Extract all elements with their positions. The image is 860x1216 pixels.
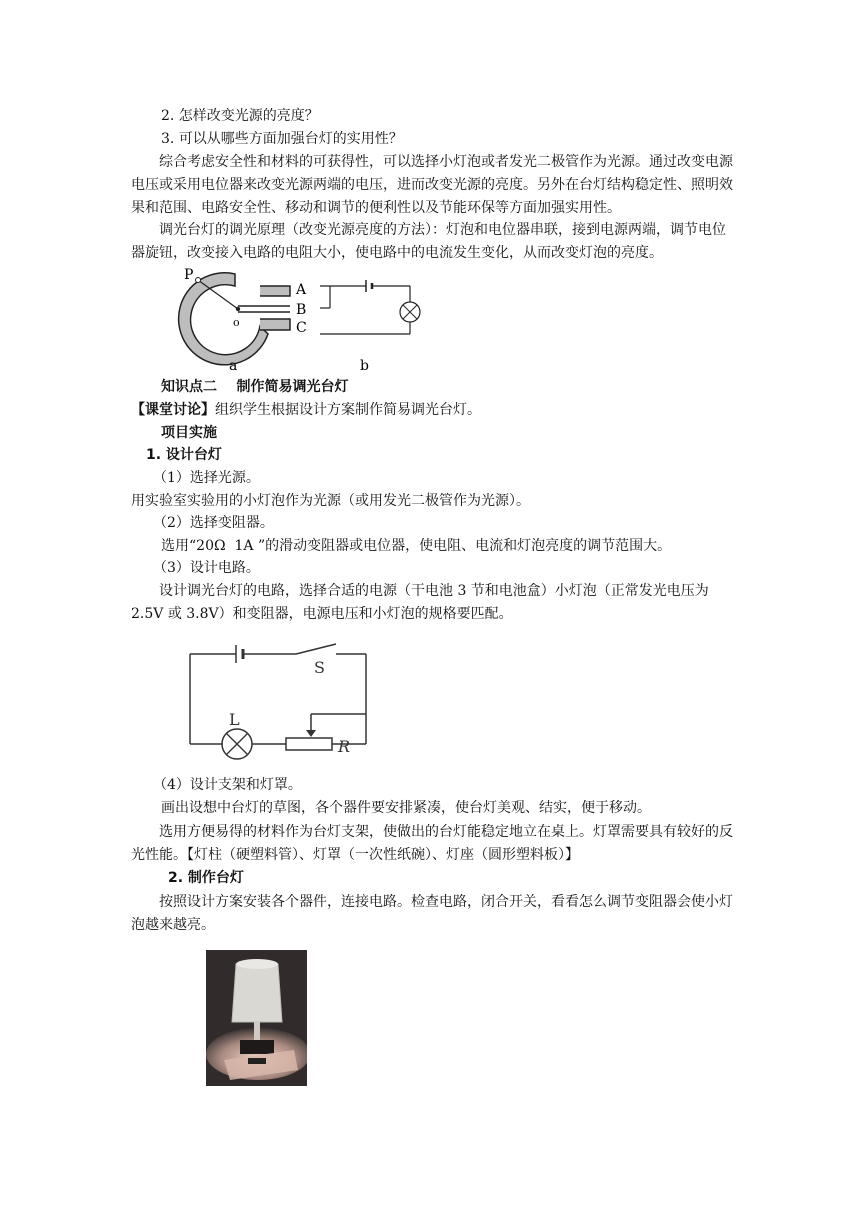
step-2-heading: 2. 制作台灯 [168, 870, 244, 886]
step-1-1-text: 用实验室实验用的小灯泡作为光源（或用发光二极管作为光源）。 [131, 493, 530, 509]
paragraph-stand-shade: 选用方便易得的材料作为台灯支架，使做出的台灯能稳定地立在桌上。灯罩需要具有较好的反光性能。【灯柱（硬塑料管）、灯罩（一次性纸碗）、灯座（圆形塑料板）】 [131, 824, 733, 863]
step-1-1: （1）选择光源。 [153, 470, 260, 486]
project-implementation-heading: 项目实施 [161, 425, 217, 441]
label-o: o [233, 316, 240, 329]
caption-b: b [360, 358, 369, 374]
step-1-3: （3）设计电路。 [153, 560, 260, 576]
label-l: L [229, 710, 240, 729]
question-3: 3. 可以从哪些方面加强台灯的实用性？ [161, 131, 403, 147]
paragraph-assembly: 按照设计方案安装各个器件，连接电路。检查电路，闭合开关，看看怎么调节变阻器会使小灯泡越来越亮。 [131, 894, 733, 933]
paragraph-light-source: 综合考虑安全性和材料的可获得性，可以选择小灯泡或者发光二极管作为光源。通过改变电源电压或采用电位器来改变光源两端的电压，进而改变光源的亮度。另外在台灯结构稳定性、照明效果和范围、电路安全性、移动和调节的便利性以及节能环保等方面加强实用性。 [131, 154, 733, 216]
label-a-terminal: A [296, 282, 307, 298]
label-p: P [184, 267, 194, 283]
step-1-2-text: 选用“20Ω 1A ”的滑动变阻器或电位器，使电阻、电流和灯泡亮度的调节范围大。 [161, 538, 672, 554]
label-s: S [314, 658, 325, 677]
step-1-4: （4）设计支架和灯罩。 [153, 777, 302, 793]
rheostat-icon [286, 738, 332, 750]
label-b-terminal: B [296, 302, 307, 318]
dimmer-circuit-schematic [186, 640, 376, 760]
paragraph-circuit-design: 设计调光台灯的电路，选择合适的电源（干电池 3 节和电池盒）小灯泡（正常发光电压为 2.5V 或 3.8V）和变阻器，电源电压和小灯泡的规格要匹配。 [131, 583, 709, 622]
discussion-tag: 【课堂讨论】 [131, 402, 215, 418]
classroom-discussion [131, 400, 481, 420]
label-r: R [338, 737, 351, 756]
step-1-heading: 1. 设计台灯 [146, 447, 222, 463]
discussion-text: 组织学生根据设计方案制作简易调光台灯。 [215, 402, 481, 418]
label-c-terminal: C [296, 320, 307, 336]
potentiometer-circuit-figure [178, 264, 438, 376]
paragraph-dimming-principle: 调光台灯的调光原理（改变光源亮度的方法）：灯泡和电位器串联，接到电源两端，调节电位器旋钮，改变接入电路的电阻大小，使电路中的电流发生变化，从而改变灯泡的亮度。 [131, 222, 726, 261]
step-1-4-text: 画出设想中台灯的草图，各个器件要安排紧凑，使台灯美观、结实，便于移动。 [161, 800, 651, 816]
caption-a: a [229, 358, 238, 374]
switch-icon [296, 644, 336, 654]
circuit-diagram-b [320, 280, 420, 334]
step-1-2: （2）选择变阻器。 [153, 515, 274, 531]
knowledge-point-2-title: 知识点二 制作简易调光台灯 [161, 379, 349, 395]
desk-lamp-photo [206, 950, 307, 1086]
question-2: 2. 怎样改变光源的亮度？ [161, 108, 319, 124]
